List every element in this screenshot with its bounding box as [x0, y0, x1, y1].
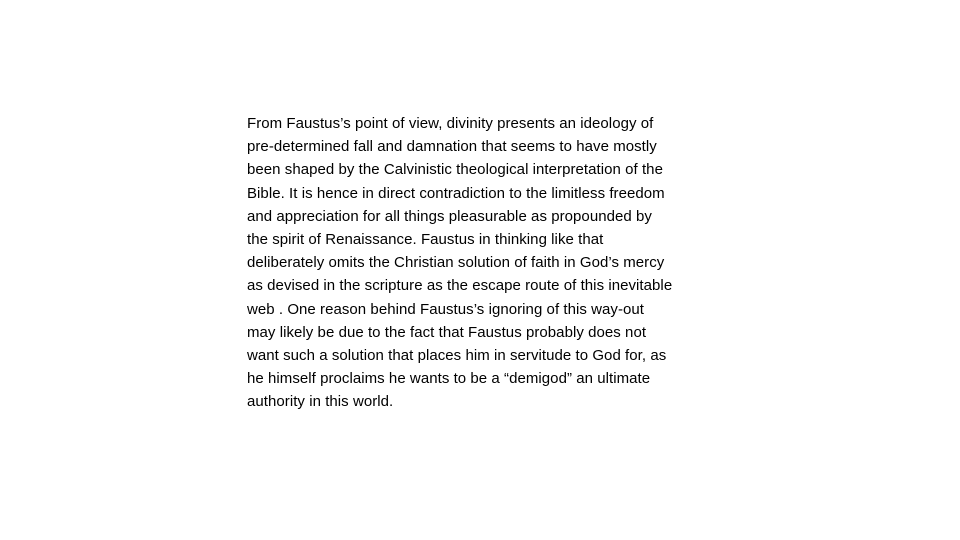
paragraph-line: and appreciation for all things pleasurable as propounded by	[247, 207, 652, 225]
paragraph-line: want such a solution that places him in servitude to God for, as	[247, 347, 667, 365]
paragraph-line: web . One reason behind Faustus’s ignoring of this way-out	[247, 300, 645, 318]
paragraph-line: been shaped by the Calvinistic theological interpretation of the	[247, 161, 663, 179]
paragraph-line: as devised in the scripture as the escape route of this inevitable	[247, 277, 673, 295]
paragraph-line: the spirit of Renaissance. Faustus in thinking like that	[247, 231, 604, 249]
paragraph-line: deliberately omits the Christian solution of faith in God’s mercy	[247, 254, 665, 272]
paragraph-line: may likely be due to the fact that Faustus probably does not	[247, 323, 647, 341]
paragraph-line: he himself proclaims he wants to be a “demigod” an ultimate	[247, 370, 651, 388]
paragraph-line: Bible. It is hence in direct contradiction to the limitless freedom	[247, 184, 665, 202]
paragraph-line: pre-determined fall and damnation that seems to have mostly	[247, 138, 657, 156]
paragraph-line: authority in this world.	[247, 393, 394, 411]
paragraph-line: From Faustus’s point of view, divinity presents an ideology of	[247, 115, 654, 132]
body-paragraph	[247, 112, 727, 414]
